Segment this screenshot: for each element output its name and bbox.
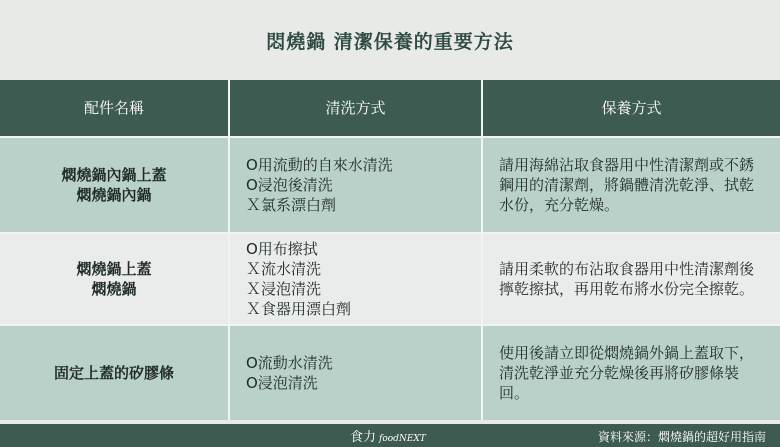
care-method-cell (483, 232, 780, 324)
table-row (0, 324, 780, 420)
part-name-line: 燜燒鍋上蓋 (76, 260, 152, 278)
care-method-text: 使用後請立即從燜燒鍋外鍋上蓋取下，清洗乾淨並充分乾燥後再將矽膠條裝回。 (499, 344, 755, 402)
part-name-cell (0, 136, 230, 232)
wash-method-cell (230, 136, 483, 232)
wash-method-line: Ｘ流水清洗 (246, 260, 322, 278)
header-part-name: 配件名稱 (0, 80, 230, 136)
care-method-text: 請用海綿沾取食器用中性清潔劑或不銹鋼用的清潔劑，將鍋體清洗乾淨、拭乾水份，充分乾燥。 (499, 156, 755, 214)
wash-method-line: O用流動的自來水清洗 (246, 156, 393, 174)
part-name-line: 固定上蓋的矽膠條 (53, 364, 174, 382)
brand-name-en: foodNEXT (379, 434, 426, 444)
part-name-cell (0, 232, 230, 324)
care-table (0, 80, 780, 420)
table-row (0, 232, 780, 324)
care-method-text: 請用柔軟的布沾取食器用中性清潔劑後擰乾擦拭，再用乾布將水份完全擦乾。 (499, 260, 755, 298)
care-method-cell (483, 324, 780, 420)
brand-logo (350, 426, 426, 445)
wash-method-line: O流動水清洗 (246, 354, 333, 372)
wash-method-line: Ｘ食器用漂白劑 (246, 300, 352, 318)
source-credit: 資料來源：燜燒鍋的超好用指南 (597, 430, 766, 444)
table-row (0, 136, 780, 232)
wash-method-line: Ｘ氯系漂白劑 (246, 196, 337, 214)
wash-method-cell (230, 232, 483, 324)
part-name-line: 燜燒鍋內鍋 (76, 186, 152, 204)
wash-method-cell (230, 324, 483, 420)
part-name-line: 燜燒鍋 (91, 280, 137, 298)
wash-method-line: O浸泡清洗 (246, 374, 318, 392)
part-name-cell (0, 324, 230, 420)
header-care-method: 保養方式 (483, 80, 780, 136)
part-name-line: 燜燒鍋內鍋上蓋 (61, 166, 167, 184)
page-title: 悶燒鍋 清潔保養的重要方法 (266, 30, 514, 53)
table-header-row (0, 80, 780, 136)
footer-bar (0, 424, 780, 447)
wash-method-line: O浸泡後清洗 (246, 176, 333, 194)
wash-method-line: O用布擦拭 (246, 240, 318, 258)
brand-name-cn: 食力 (350, 430, 377, 445)
header-wash-method: 清洗方式 (230, 80, 483, 136)
wash-method-line: Ｘ浸泡清洗 (246, 280, 322, 298)
care-method-cell (483, 136, 780, 232)
